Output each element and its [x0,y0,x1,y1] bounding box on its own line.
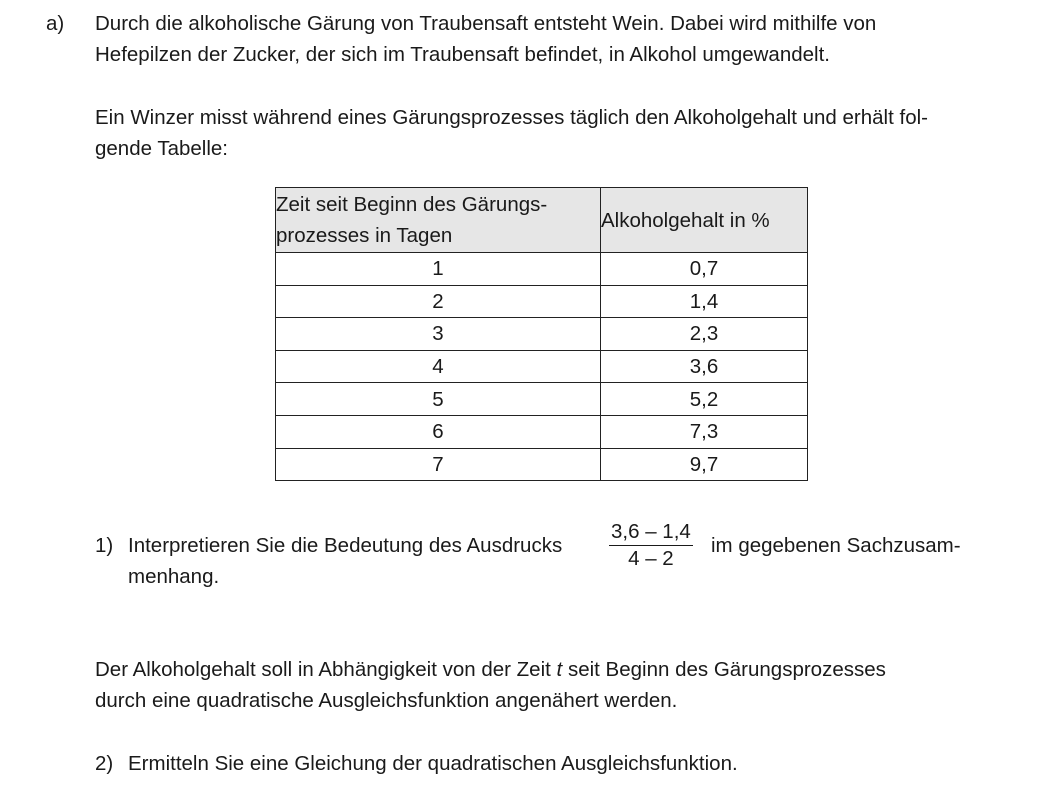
table-header-row [276,188,808,253]
table-row [276,350,808,383]
task2-text: Ermitteln Sie eine Gleichung der quadratischen Ausgleichsfunktion. [128,752,738,775]
fraction-numerator: 3,6 – 1,4 [609,520,693,546]
header-time [276,188,601,253]
table-row [276,285,808,318]
table-row [276,383,808,416]
regression-line-1-before: Der Alkoholgehalt soll in Abhängigkeit von der Zeit [95,658,551,681]
cell-alcohol: 3,6 [601,350,808,383]
cell-day: 7 [276,448,601,481]
task1-number: 1) [95,534,114,557]
measurement-paragraph [95,102,928,164]
cell-alcohol: 2,3 [601,318,808,351]
measurement-line-2: gende Tabelle: [95,137,228,160]
intro-line-2: Hefepilzen der Zucker, der sich im Traubensaft befindet, in Alkohol umgewandelt. [95,43,830,66]
table-row [276,415,808,448]
task2-number: 2) [95,752,114,775]
intro-line-1: Durch die alkoholische Gärung von Traubensaft entsteht Wein. Dabei wird mithilfe von [95,12,877,35]
header-alcohol: Alkoholgehalt in % [601,188,808,253]
cell-alcohol: 5,2 [601,383,808,416]
cell-alcohol: 7,3 [601,415,808,448]
alcohol-table [275,187,808,481]
intro-paragraph [95,8,876,70]
task-label: a) [46,12,65,35]
table-row [276,318,808,351]
header-time-line-1: Zeit seit Beginn des Gärungs- [276,193,548,216]
cell-day: 5 [276,383,601,416]
header-time-line-2: prozesses in Tagen [276,224,453,247]
regression-line-2: durch eine quadratische Ausgleichsfunktion angenähert werden. [95,689,678,712]
cell-alcohol: 1,4 [601,285,808,318]
cell-day: 1 [276,253,601,286]
cell-day: 4 [276,350,601,383]
cell-alcohol: 0,7 [601,253,808,286]
table-row [276,448,808,481]
measurement-line-1: Ein Winzer misst während eines Gärungsprozesses täglich den Alkoholgehalt und erhält fol- [95,106,928,129]
variable-t: t [556,658,563,681]
regression-line-1-after: seit Beginn des Gärungsprozesses [567,658,886,681]
task1-text-before: Interpretieren Sie die Bedeutung des Ausdrucks [128,534,563,557]
cell-day: 2 [276,285,601,318]
task1-text-line-2: menhang. [128,565,220,588]
cell-day: 3 [276,318,601,351]
cell-alcohol: 9,7 [601,448,808,481]
regression-line-1 [95,654,886,685]
table-row [276,253,808,286]
task1-text-after: im gegebenen Sachzusam- [711,534,961,557]
cell-day: 6 [276,415,601,448]
fraction-denominator: 4 – 2 [628,547,674,570]
difference-quotient-fraction [609,520,693,571]
